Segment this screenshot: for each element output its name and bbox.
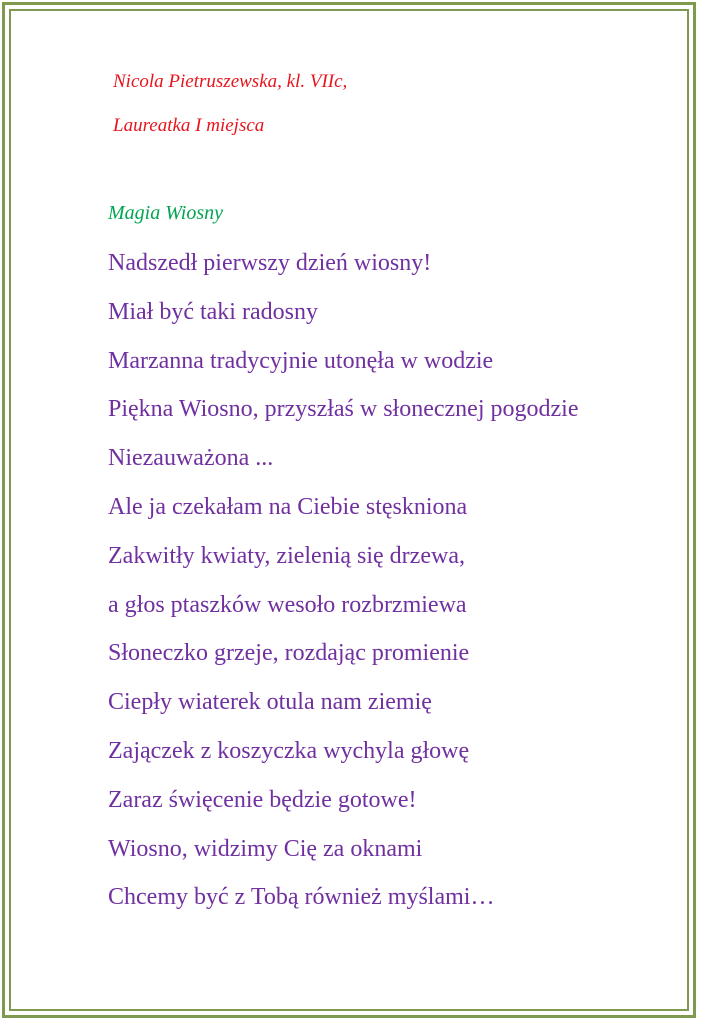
poem-title: Magia Wiosny [108, 202, 223, 224]
poem-line: Słoneczko grzeje, rozdając promienie [108, 640, 470, 667]
poem-line: Miał być taki radosny [108, 298, 318, 325]
poem-line: Ciepły wiaterek otula nam ziemię [108, 689, 432, 716]
poem-line: Marzanna tradycyjnie utonęła w wodzie [108, 347, 494, 374]
poem-line: Zaraz święcenie będzie gotowe! [108, 786, 417, 813]
poem-line: Wiosno, widzimy Cię za oknami [108, 835, 423, 862]
poem-line: Ale ja czekałam na Ciebie stęskniona [108, 493, 468, 520]
author-line: Nicola Pietruszewska, kl. VIIc, [113, 71, 348, 92]
poem-line: Niezauważona ... [108, 445, 274, 472]
poem-line: Piękna Wiosno, przyszłaś w słonecznej pogodzie [108, 396, 579, 423]
poem-body [108, 246, 578, 929]
poem-line: Nadszedł pierwszy dzień wiosny! [108, 250, 432, 276]
poem-line: a głos ptaszków wesoło rozbrzmiewa [108, 591, 467, 618]
poem-line: Chcemy być z Tobą również myślami… [108, 884, 495, 911]
poem-line: Zakwitły kwiaty, zielenią się drzewa, [108, 542, 465, 569]
award-line: Laureatka I miejsca [113, 115, 265, 136]
poem-line: Zajączek z koszyczka wychyla głowę [108, 737, 470, 764]
